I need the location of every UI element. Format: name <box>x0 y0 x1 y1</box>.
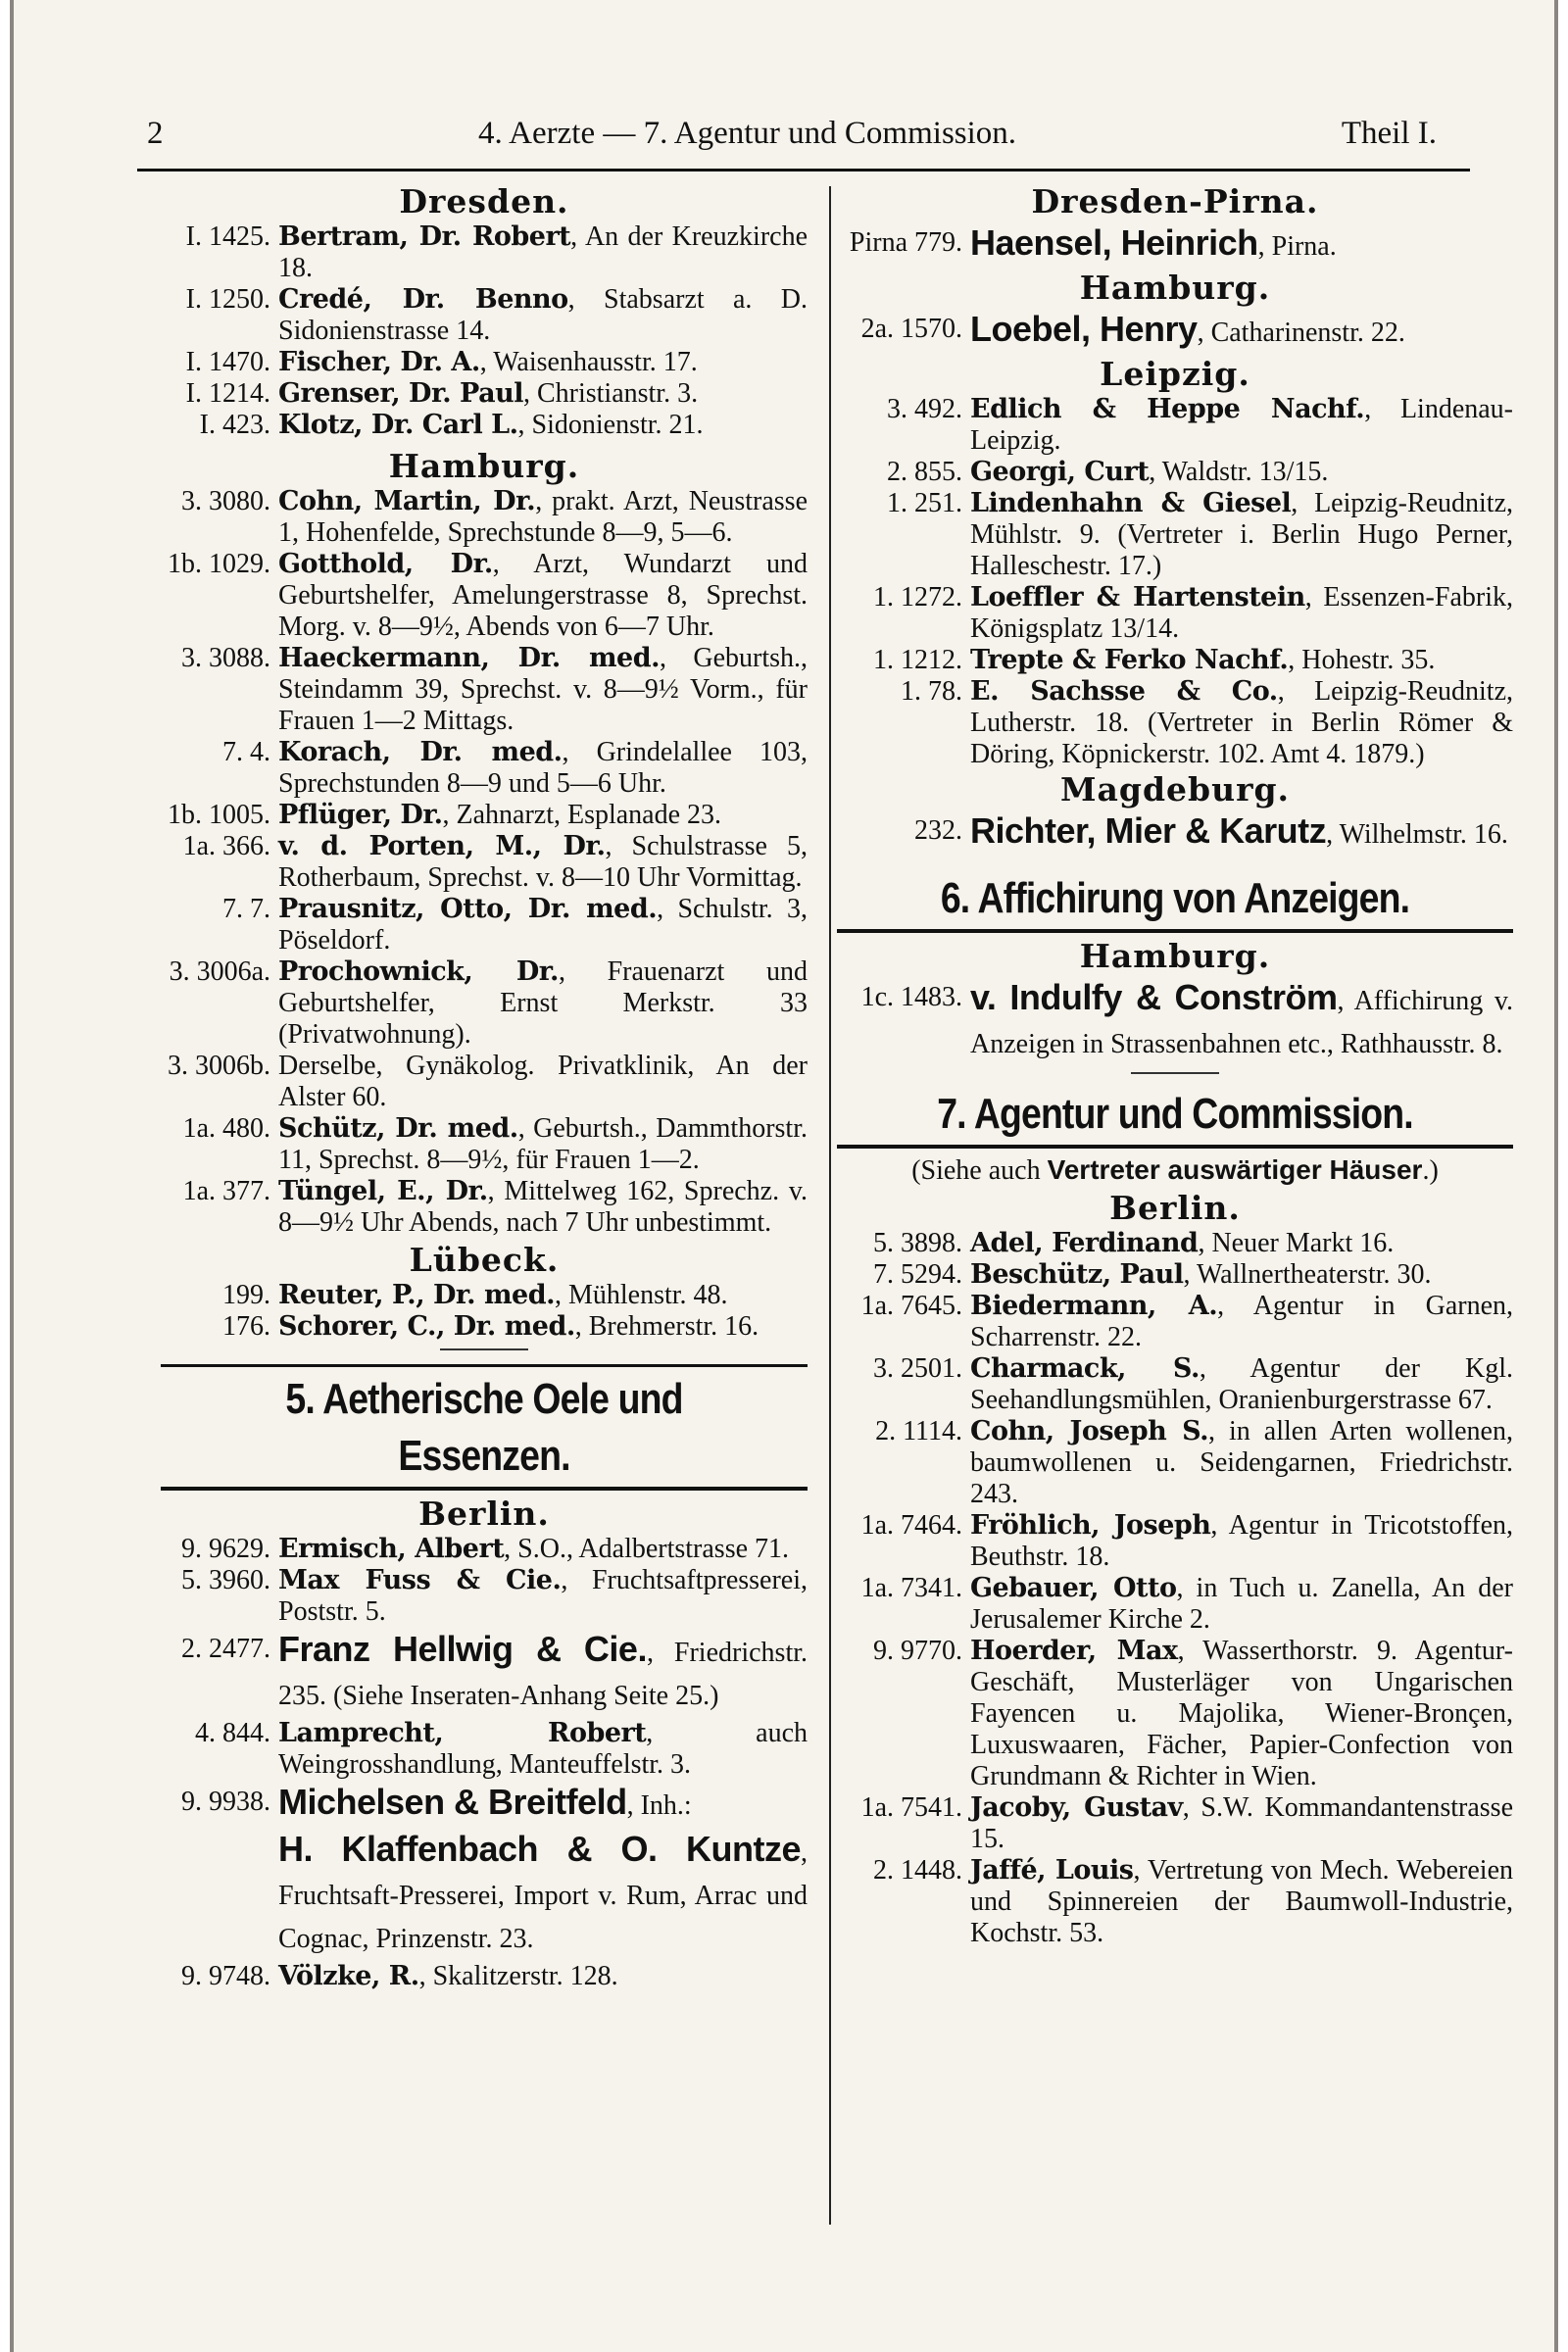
entry-name: Bertram, Dr. Robert <box>278 221 571 252</box>
dresden-list <box>161 221 808 441</box>
directory-entry <box>161 894 808 956</box>
entry-text <box>970 1792 1513 1855</box>
entry-number: 3. 3006a. <box>169 956 270 987</box>
directory-entry <box>161 1113 808 1176</box>
city-heading-berlin: Berlin. <box>418 1494 550 1533</box>
entry-name: Lamprecht, Robert <box>278 1718 647 1748</box>
entry-number: Pirna 779. <box>849 227 962 258</box>
entry-details: , Schulstr. 3, Pöseldorf. <box>278 894 808 956</box>
entry-text <box>278 486 808 549</box>
entry-number: 1b. 1005. <box>168 800 270 830</box>
city-heading-dresden: Dresden. <box>399 182 569 220</box>
entry-name: v. Indulfy & Conström <box>970 977 1338 1017</box>
entry-text <box>970 676 1513 770</box>
entry-text <box>970 1416 1513 1510</box>
directory-entry <box>837 394 1513 457</box>
entry-number: 7. 7. <box>222 894 270 924</box>
entry-name: Michelsen & Breitfeld <box>278 1782 627 1822</box>
note-suffix: .) <box>1422 1155 1439 1186</box>
city-heading-dresden-pirna: Dresden-Pirna. <box>1031 182 1319 220</box>
entry-details: , in allen Arten wollenen, baumwollenen u. Seidengarnen, Friedrichstr. 243. <box>970 1416 1513 1509</box>
entry-name: Adel, Ferdinand <box>970 1228 1199 1258</box>
directory-entry <box>161 1961 808 1992</box>
entry-text <box>970 1855 1513 1949</box>
entry-details: , Leipzig-Reudnitz, Lutherstr. 18. (Vertreter in Berlin Römer & Döring, Köpnickerstr. 102. Amt 4. 1879.) <box>970 676 1513 769</box>
entry-details-secondary: , Fruchtsaft-Presserei, Import v. Rum, Arrac und Cognac, Prinzenstr. 23. <box>278 1838 808 1954</box>
city-heading-hamburg: Hamburg. <box>1079 269 1271 307</box>
entry-details: Derselbe, Gynäkolog. Privatklinik, An der Alster 60. <box>278 1051 808 1112</box>
entry-number: 1a. 480. <box>182 1113 270 1144</box>
entry-name: Grenser, Dr. Paul <box>278 378 523 409</box>
entry-name: Gebauer, Otto <box>970 1573 1177 1603</box>
entry-name: Hoerder, Max <box>970 1636 1178 1666</box>
aetherische-oele-list <box>161 1534 808 1992</box>
directory-entry <box>161 1176 808 1239</box>
entry-name: v. d. Porten, M., Dr. <box>278 831 606 861</box>
entry-number: 9. 9629. <box>181 1534 270 1564</box>
entry-name: Richter, Mier & Karutz <box>970 810 1327 851</box>
section-rule <box>837 929 1513 933</box>
entry-text <box>278 1718 808 1781</box>
agentur-list <box>837 1228 1513 1949</box>
entry-number: I. 1470. <box>185 347 270 377</box>
entry-details: , Wilhelmstr. 16. <box>1326 819 1508 850</box>
entry-name: Georgi, Curt <box>970 457 1150 487</box>
running-title: 4. Aerzte — 7. Agentur und Commission. <box>478 116 1017 151</box>
entry-name: Korach, Dr. med. <box>278 737 563 767</box>
luebeck-list <box>161 1280 808 1343</box>
section-rule <box>837 1145 1513 1149</box>
directory-entry <box>837 676 1513 770</box>
entry-details: , Schulstrasse 5, Rotherbaum, Sprechst. v. 8—10 Uhr Vormittag. <box>278 831 808 893</box>
entry-name: Jaffé, Louis <box>970 1855 1134 1886</box>
entry-name: Gotthold, Dr. <box>278 549 493 579</box>
page-number: 2 <box>147 116 164 151</box>
entry-number: 2. 855. <box>887 457 962 487</box>
entry-number: 4. 844. <box>195 1718 270 1748</box>
entry-text <box>970 221 1513 269</box>
directory-entry <box>161 1280 808 1311</box>
entry-name: Franz Hellwig & Cie. <box>278 1629 647 1669</box>
directory-entry <box>161 347 808 378</box>
entry-text <box>278 831 808 894</box>
directory-entry <box>837 1573 1513 1636</box>
directory-entry <box>837 976 1513 1066</box>
leipzig-list <box>837 394 1513 770</box>
directory-entry <box>837 457 1513 488</box>
entry-name: Max Fuss & Cie. <box>278 1565 562 1595</box>
entry-number: 5. 3898. <box>873 1228 962 1258</box>
entry-number: 3. 3080. <box>181 486 270 516</box>
entry-name: Loeffler & Hartenstein <box>970 582 1305 612</box>
entry-text <box>970 1353 1513 1416</box>
affichirung-list <box>837 976 1513 1066</box>
entry-details: , Agentur in Garnen, Scharrenstr. 22. <box>970 1291 1514 1352</box>
entry-name: Schütz, Dr. med. <box>278 1113 518 1144</box>
entry-details: , Mühlenstr. 48. <box>554 1280 728 1310</box>
entry-details: , Leipzig-Reudnitz, Mühlstr. 9. (Vertreter i. Berlin Hugo Perner, Halleschestr. 17.) <box>970 488 1513 581</box>
directory-entry <box>161 956 808 1051</box>
directory-entry <box>161 800 808 831</box>
entry-text <box>278 1311 808 1343</box>
entry-number: 1a. 7541. <box>860 1792 962 1823</box>
entry-details: , S.W. Kommandantenstrasse 15. <box>970 1792 1514 1854</box>
entry-details: , Friedrichstr. 235. (Siehe Inseraten-Anhang Seite 25.) <box>278 1638 808 1711</box>
entry-number: 2. 1114. <box>875 1416 962 1446</box>
entry-details: , Essenzen-Fabrik, Königsplatz 13/14. <box>970 582 1513 644</box>
city-heading-luebeck: Lübeck. <box>409 1241 560 1279</box>
entry-number: 3. 2501. <box>873 1353 962 1384</box>
entry-details: , Sidonienstr. 21. <box>517 410 704 440</box>
entry-number: 1b. 1029. <box>168 549 270 579</box>
entry-name: Prausnitz, Otto, Dr. med. <box>278 894 658 924</box>
entry-number: 1. 1272. <box>873 582 962 612</box>
entry-number: 3. 492. <box>887 394 962 424</box>
section-title-aetherische-oele: 5. Aetherische Oele und Essenzen. <box>285 1375 683 1480</box>
entry-details: , Wasserthorstr. 9. Agentur-Geschäft, Musterläger von Ungarischen Fayencen u. Majolika, Wiener-Bronçen, Luxuswaaren, Fächer, Papier-Confection von Grundmann & Richter in Wien. <box>970 1636 1513 1791</box>
entry-text <box>278 1961 808 1992</box>
entry-details: , An der Kreuzkirche 18. <box>278 221 808 283</box>
entry-text <box>970 394 1513 457</box>
city-heading-leipzig: Leipzig. <box>1100 355 1250 393</box>
directory-entry <box>161 410 808 441</box>
entry-text <box>278 1051 808 1113</box>
directory-entry <box>837 1416 1513 1510</box>
entry-text <box>970 582 1513 645</box>
section-rule <box>161 1487 808 1491</box>
entry-details: , Brehmerstr. 16. <box>574 1311 760 1342</box>
entry-number: 1. 251. <box>887 488 962 518</box>
entry-name: Edlich & Heppe Nachf. <box>970 394 1365 424</box>
directory-entry <box>161 1534 808 1565</box>
hamburg-list <box>161 486 808 1239</box>
city-heading-magdeburg: Magdeburg. <box>1059 770 1291 808</box>
entry-name: E. Sachsse & Co. <box>970 676 1278 707</box>
directory-entry <box>837 645 1513 676</box>
entry-text <box>970 1510 1513 1573</box>
entry-details: , Wallnertheaterstr. 30. <box>1183 1259 1432 1290</box>
column-divider <box>829 186 831 2225</box>
entry-name: Haeckermann, Dr. med. <box>278 643 661 673</box>
entry-number: 9. 9748. <box>181 1961 270 1991</box>
entry-text <box>970 1636 1513 1792</box>
directory-entry <box>837 1636 1513 1792</box>
separator-rule <box>1131 1072 1219 1074</box>
directory-entry <box>161 1628 808 1718</box>
entry-number: 7. 4. <box>222 737 270 767</box>
entry-text <box>970 976 1513 1066</box>
entry-name: Loebel, Henry <box>970 309 1198 349</box>
entry-text <box>278 284 808 347</box>
entry-text <box>278 1176 808 1239</box>
entry-number: 2. 2477. <box>181 1634 270 1664</box>
entry-name: Lindenhahn & Giesel <box>970 488 1292 518</box>
entry-number: 1a. 7341. <box>860 1573 962 1603</box>
directory-entry <box>837 809 1513 857</box>
entry-number: 1. 1212. <box>873 645 962 675</box>
entry-number: 1a. 7645. <box>860 1291 962 1321</box>
directory-entry <box>837 221 1513 269</box>
directory-entry <box>837 308 1513 355</box>
directory-entry <box>161 737 808 800</box>
entry-details: , auch Weingrosshandlung, Manteuffelstr. 3. <box>278 1718 808 1780</box>
entry-number: 9. 9938. <box>181 1787 270 1817</box>
left-column <box>161 182 808 1992</box>
entry-details: , Geburtsh., Dammthorstr. 11, Sprechst. 8—9½, für Frauen 1—2. <box>278 1113 808 1175</box>
city-heading-berlin-agentur: Berlin. <box>1109 1189 1241 1227</box>
entry-name: Ermisch, Albert <box>278 1534 505 1564</box>
city-heading-hamburg: Hamburg. <box>388 447 580 485</box>
hamburg-list <box>837 308 1513 355</box>
entry-details: , Affichirung v. Anzeigen in Strassenbahnen etc., Rathhausstr. 8. <box>970 986 1513 1059</box>
entry-name: Credé, Dr. Benno <box>278 284 568 315</box>
directory-entry <box>837 1510 1513 1573</box>
section-top-rule <box>161 1364 808 1367</box>
entry-name: Fröhlich, Joseph <box>970 1510 1211 1541</box>
entry-details: , Mittelweg 162, Sprechz. v. 8—9½ Uhr Abends, nach 7 Uhr unbestimmt. <box>278 1176 808 1238</box>
entry-number: I. 1214. <box>185 378 270 409</box>
entry-number: I. 1425. <box>185 221 270 252</box>
entry-text <box>278 347 808 378</box>
directory-entry <box>161 1781 808 1961</box>
entry-details: , Grindelallee 103, Sprechstunden 8—9 und 5—6 Uhr. <box>278 737 808 799</box>
entry-details: , Skalitzerstr. 128. <box>418 1961 618 1991</box>
entry-number: 1a. 377. <box>182 1176 270 1206</box>
entry-text <box>970 457 1513 488</box>
entry-number: 232. <box>914 815 962 846</box>
entry-text <box>278 643 808 737</box>
entry-number: 1c. 1483. <box>860 982 962 1012</box>
entry-text <box>278 956 808 1051</box>
entry-text <box>970 1291 1513 1353</box>
directory-entry <box>837 488 1513 582</box>
directory-entry <box>161 221 808 284</box>
directory-entry <box>837 1353 1513 1416</box>
entry-name: Schorer, C., Dr. med. <box>278 1311 575 1342</box>
entry-name: Haensel, Heinrich <box>970 222 1258 263</box>
entry-number: 3. 3006b. <box>168 1051 270 1081</box>
entry-details: , Lindenau-Leipzig. <box>970 394 1514 456</box>
entry-text <box>278 1628 808 1718</box>
entry-details: , Frauenarzt und Geburtshelfer, Ernst Merkstr. 33 (Privatwohnung). <box>278 956 808 1050</box>
entry-text <box>278 894 808 956</box>
entry-number: 1. 78. <box>901 676 962 707</box>
note-reference: Vertreter auswärtiger Häuser <box>1047 1154 1423 1185</box>
entry-details: , Waldstr. 13/15. <box>1149 457 1329 487</box>
directory-entry <box>837 1259 1513 1291</box>
entry-text <box>970 645 1513 676</box>
entry-number: 1a. 7464. <box>860 1510 962 1541</box>
entry-number: 5. 3960. <box>181 1565 270 1595</box>
entry-text <box>278 1280 808 1311</box>
entry-details: , Neuer Markt 16. <box>1198 1228 1395 1258</box>
entry-text <box>970 1573 1513 1636</box>
directory-entry <box>161 284 808 347</box>
directory-entry <box>161 378 808 410</box>
directory-entry <box>837 1228 1513 1259</box>
entry-details: , Vertretung von Mech. Webereien und Spinnereien der Baumwoll-Industrie, Kochstr. 53. <box>970 1855 1514 1948</box>
entry-number: 199. <box>222 1280 270 1310</box>
entry-name: Tüngel, E., Dr. <box>278 1176 488 1206</box>
entry-name: Prochownick, Dr. <box>278 956 559 987</box>
entry-details: , Fruchtsaftpresserei, Poststr. 5. <box>278 1565 808 1627</box>
entry-text <box>278 1534 808 1565</box>
entry-number: 1a. 366. <box>182 831 270 861</box>
entry-text <box>278 800 808 831</box>
entry-name-secondary: H. Klaffenbach & O. Kuntze <box>278 1829 801 1869</box>
directory-entry <box>161 1051 808 1113</box>
entry-name: Beschütz, Paul <box>970 1259 1184 1290</box>
entry-number: 9. 9770. <box>873 1636 962 1666</box>
entry-details: , Hohestr. 35. <box>1288 645 1436 675</box>
entry-name: Charmack, S. <box>970 1353 1200 1384</box>
entry-name: Trepte & Ferko Nachf. <box>970 645 1289 675</box>
entry-details: , Geburtsh., Steindamm 39, Sprechst. v. 8—9½ Vorm., für Frauen 1—2 Mittags. <box>278 643 808 736</box>
entry-name: Reuter, P., Dr. med. <box>278 1280 555 1310</box>
section-title-affichirung: 6. Affichirung von Anzeigen. <box>940 874 1410 922</box>
separator-rule <box>440 1348 528 1350</box>
city-heading-hamburg-affichirung: Hamburg. <box>1079 937 1271 975</box>
directory-entry <box>161 1311 808 1343</box>
entry-text <box>278 410 808 441</box>
entry-text <box>970 809 1513 857</box>
right-column <box>837 182 1513 1949</box>
entry-text <box>278 1113 808 1176</box>
entry-details: , in Tuch u. Zanella, An der Jerusalemer Kirche 2. <box>970 1573 1513 1635</box>
directory-entry <box>161 1565 808 1628</box>
entry-details: , Inh.: <box>626 1790 692 1821</box>
directory-entry <box>161 549 808 643</box>
entry-number: 2. 1448. <box>873 1855 962 1886</box>
entry-text <box>970 488 1513 582</box>
entry-details: , Zahnarzt, Esplanade 23. <box>442 800 722 830</box>
entry-number: 2a. 1570. <box>860 314 962 344</box>
directory-entry <box>161 831 808 894</box>
entry-details: , Christianstr. 3. <box>522 378 699 409</box>
entry-name: Pflüger, Dr. <box>278 800 443 830</box>
directory-entry <box>161 486 808 549</box>
entry-details: , Stabsarzt a. D. Sidonienstrasse 14. <box>278 284 808 346</box>
directory-entry <box>837 582 1513 645</box>
directory-entry <box>837 1291 1513 1353</box>
entry-text <box>278 737 808 800</box>
entry-name: Fischer, Dr. A. <box>278 347 480 377</box>
entry-text <box>278 1781 808 1961</box>
entry-name: Völzke, R. <box>278 1961 419 1991</box>
page-sheet <box>10 0 1558 2352</box>
entry-name: Cohn, Joseph S. <box>970 1416 1209 1446</box>
note-prefix: (Siehe auch <box>911 1155 1048 1186</box>
entry-details: , prakt. Arzt, Neustrasse 1, Hohenfelde, Sprechstunde 8—9, 5—6. <box>278 486 808 548</box>
directory-entry <box>161 1718 808 1781</box>
entry-number: 7. 5294. <box>873 1259 962 1290</box>
part-label: Theil I. <box>1341 116 1437 151</box>
section-title-agentur: 7. Agentur und Commission. <box>937 1090 1413 1138</box>
dresden-pirna-list <box>837 221 1513 269</box>
directory-entry <box>161 643 808 737</box>
entry-text <box>278 1565 808 1628</box>
entry-details: , Catharinenstr. 22. <box>1197 318 1405 348</box>
entry-text <box>970 1259 1513 1291</box>
entry-name: Biedermann, A. <box>970 1291 1218 1321</box>
entry-name: Cohn, Martin, Dr. <box>278 486 536 516</box>
entry-text <box>278 549 808 643</box>
entry-number: 176. <box>222 1311 270 1342</box>
entry-number: 3. 3088. <box>181 643 270 673</box>
directory-entry <box>837 1855 1513 1949</box>
entry-details: , Waisenhausstr. 17. <box>479 347 698 377</box>
entry-number: I. 1250. <box>185 284 270 315</box>
cross-reference-note <box>837 1152 1513 1189</box>
entry-details: , Pirna. <box>1257 231 1337 262</box>
entry-details: , Agentur der Kgl. Seehandlungsmühlen, Oranienburgerstrasse 67. <box>970 1353 1513 1415</box>
magdeburg-list <box>837 809 1513 857</box>
entry-name: Klotz, Dr. Carl L. <box>278 410 518 440</box>
directory-entry <box>837 1792 1513 1855</box>
header-rule <box>137 169 1470 172</box>
entry-number: I. 423. <box>199 410 270 440</box>
entry-name: Jacoby, Gustav <box>970 1792 1183 1823</box>
entry-text <box>970 308 1513 355</box>
entry-details: , Arzt, Wundarzt und Geburtshelfer, Amelungerstrasse 8, Sprechst. Morg. v. 8—9½, Abends von 6—7 Uhr. <box>278 549 808 642</box>
entry-text <box>970 1228 1513 1259</box>
entry-text <box>278 378 808 410</box>
entry-details: , S.O., Adalbertstrasse 71. <box>504 1534 790 1564</box>
entry-details: , Agentur in Tricotstoffen, Beuthstr. 18. <box>970 1510 1513 1572</box>
entry-text <box>278 221 808 284</box>
page-header <box>137 116 1466 165</box>
